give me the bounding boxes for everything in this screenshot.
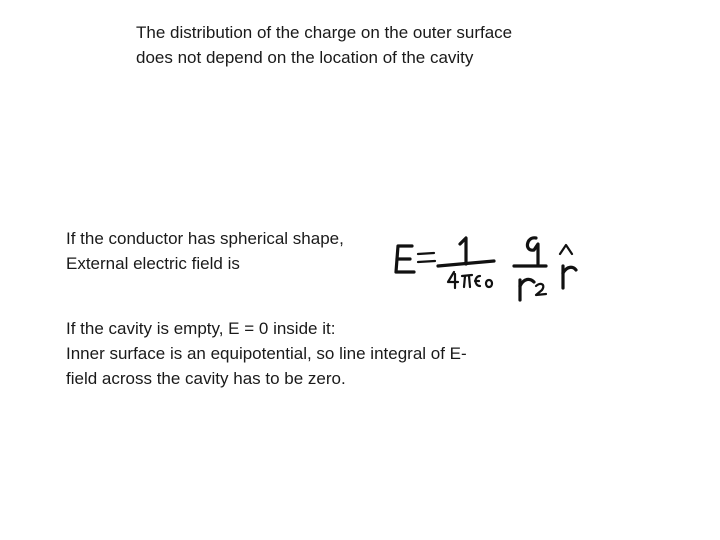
text-line: does not depend on the location of the cavity <box>136 48 474 67</box>
text-line: If the cavity is empty, E = 0 inside it: <box>66 319 336 338</box>
formula-drawing <box>388 224 588 314</box>
text-line: If the conductor has spherical shape, <box>66 229 344 248</box>
text-line: The distribution of the charge on the outer surface <box>136 23 513 42</box>
handwritten-field-formula <box>388 224 588 314</box>
text-line: field across the cavity has to be zero. <box>66 369 346 388</box>
outer-surface-charge-note <box>136 20 512 70</box>
spherical-conductor-note <box>66 226 344 276</box>
empty-cavity-note <box>66 316 467 391</box>
text-line: Inner surface is an equipotential, so line integral of E- <box>66 344 467 363</box>
text-line: External electric field is <box>66 254 240 273</box>
